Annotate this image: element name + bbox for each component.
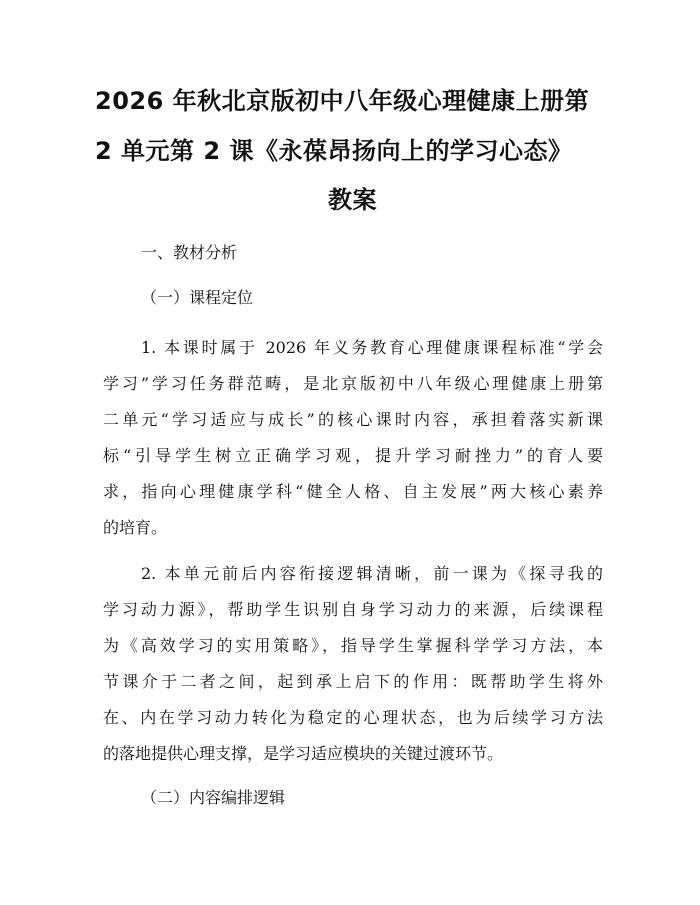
subsection-heading-course-positioning: （一）课程定位 bbox=[141, 288, 254, 307]
document-title-line-2: 2 单元第 2 课《永葆昂扬向上的学习心态》 bbox=[95, 137, 573, 165]
subsection-heading-content-arrangement: （二）内容编排逻辑 bbox=[141, 788, 286, 807]
paragraph-line: 的培育。 bbox=[103, 518, 168, 537]
paragraph-line: 学习”学习任务群范畴，是北京版初中八年级心理健康上册第 bbox=[103, 374, 603, 393]
paragraph-line: 标“引导学生树立正确学习观，提升学习耐挫力”的育人要 bbox=[103, 446, 603, 465]
paragraph-line: 节课介于二者之间，起到承上启下的作用：既帮助学生将外 bbox=[103, 672, 603, 691]
paragraph-line: 2. 本单元前后内容衔接逻辑清晰，前一课为《探寻我的 bbox=[141, 564, 603, 583]
section-heading-textbook-analysis: 一、教材分析 bbox=[141, 243, 238, 262]
document-title-line-1: 2026 年秋北京版初中八年级心理健康上册第 bbox=[95, 87, 590, 115]
paragraph-line: 为《高效学习的实用策略》，指导学生掌握科学学习方法，本 bbox=[103, 636, 603, 655]
paragraph-line: 二单元“学习适应与成长”的核心课时内容，承担着落实新课 bbox=[103, 410, 603, 429]
paragraph-line: 在、内在学习动力转化为稳定的心理状态，也为后续学习方法 bbox=[103, 708, 603, 727]
paragraph-line: 1. 本课时属于 2026 年义务教育心理健康课程标准“学会 bbox=[141, 338, 603, 357]
paragraph-line: 学习动力源》，帮助学生识别自身学习动力的来源，后续课程 bbox=[103, 600, 603, 619]
paragraph-line: 求，指向心理健康学科“健全人格、自主发展”两大核心素养 bbox=[103, 482, 603, 501]
paragraph-line: 的落地提供心理支撑，是学习适应模块的关键过渡环节。 bbox=[103, 744, 504, 763]
document-title-line-3: 教案 bbox=[328, 186, 377, 214]
